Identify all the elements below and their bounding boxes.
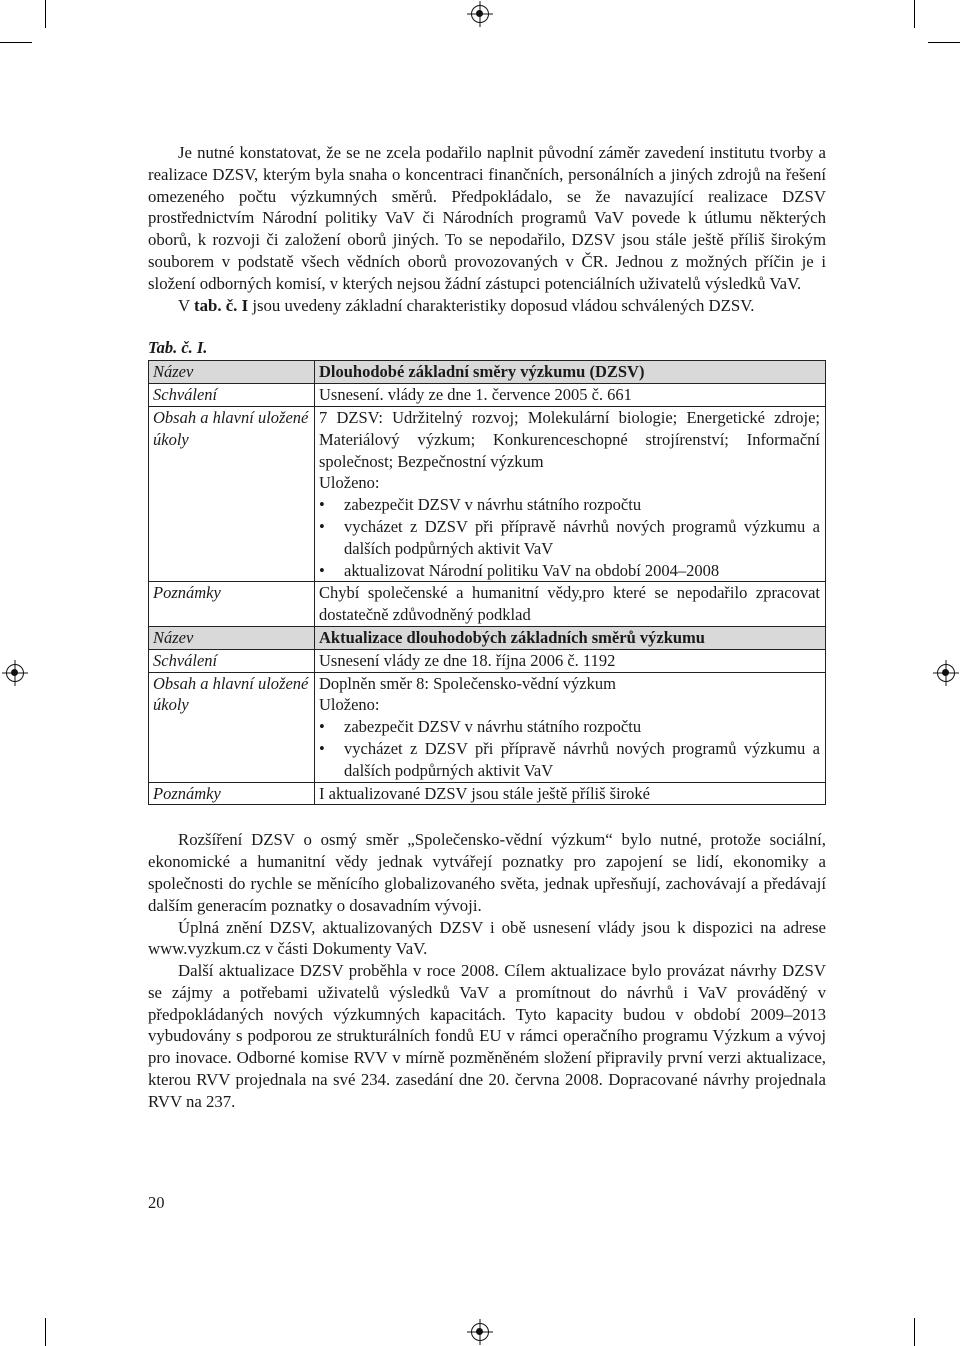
approval-value: Usnesení vlády ze dne 18. října 2006 č. 1192 (315, 649, 826, 672)
table-reference-lead: V (178, 295, 190, 315)
task-list (319, 716, 820, 781)
table-caption: Tab. č. I. (148, 338, 208, 358)
crop-mark-top-left-h (0, 42, 32, 43)
intro-paragraph: Je nutné konstatovat, že se ne zcela podařilo naplnit původní záměr zavedení institutu tvorby a realizace DZSV, kterým byla snaha o koncentraci finančních, personálních a jiných zdrojů na řešení omezeného počtu výzkumných směrů. Předpokládalo, se že navazující realizace DZSV prostřednictvím Národní politiky VaV či Národních programů VaV povede k útlumu některých oborů, k rozvoji či založení oborů jiných. To se nepodařilo, DZSV jsou stále ještě příliš širokým souborem v podstatě všech vědních oborů provozovaných v ČR. Jednou z možných příčin je i složení odborných komisí, v kterých nejsou žádní zástupci potenciálních uživatelů výsledků VaV. (148, 143, 826, 293)
list-item: • vycházet z DZSV při přípravě návrhů nových programů výzkumu a dalších podpůrných aktivit VaV (319, 516, 820, 560)
content-cell (315, 406, 826, 581)
registration-mark-bottom-icon (471, 1323, 489, 1341)
page-content (148, 142, 826, 1113)
closing-section (148, 829, 826, 1112)
crop-mark-bottom-right-v (914, 1318, 915, 1346)
body-paragraph: Další aktualizace DZSV proběhla v roce 2008. Cílem aktualizace bylo provázat návrhy DZSV se zájmy a potřebami uživatelů výsledků VaV a promítnout do návrhů i VaV prováděný v předpokládaných nových výzkumných kapacitách. Tyto kapacity budou v období 2009–2013 vybudovány s podporou ze strukturálních fondů EU v rámci operačního programu Výzkum a vývoj pro inovace. Odborné komise RVV v mírně pozměněném složení připravily první verzi aktualizace, kterou RVV projednala na své 234. zasedání dne 20. června 2008. Dopracované návrhy projednala RVV na 237. (148, 961, 826, 1111)
content-label: Obsah a hlavní uložené úkoly (149, 406, 315, 581)
body-paragraph: Úplná znění DZSV, aktualizovaných DZSV i obě usnesení vlády jsou k dispozici na adrese www.vyzkum.cz v části Dokumenty VaV. (148, 917, 826, 959)
table-row (149, 626, 826, 649)
table-row (149, 649, 826, 672)
registration-mark-top-icon (471, 5, 489, 23)
name-label: Název (149, 361, 315, 384)
notes-label: Poznámky (149, 782, 315, 805)
stored-label: Uloženo: (319, 695, 380, 715)
stored-label: Uloženo: (319, 473, 380, 493)
list-item: • vycházet z DZSV při přípravě návrhů nových programů výzkumu a dalších podpůrných aktivit VaV (319, 738, 820, 782)
name-value: Dlouhodobé základní směry výzkumu (DZSV) (315, 361, 826, 384)
content-cell (315, 672, 826, 782)
crop-mark-top-right-v (914, 0, 915, 28)
name-label: Název (149, 626, 315, 649)
dzsv-table (148, 360, 826, 805)
table-reference: tab. č. I (194, 295, 249, 315)
table-row (149, 672, 826, 782)
registration-mark-right-icon (937, 664, 955, 682)
list-item: • aktualizovat Národní politiku VaV na období 2004–2008 (319, 560, 820, 582)
table-row (149, 582, 826, 627)
approval-label: Schválení (149, 384, 315, 407)
content-text: 7 DZSV: Udržitelný rozvoj; Molekulární biologie; Energetické zdroje; Materiálový výzkum; Konkurenceschopné strojírenství; Informační společnost; Bezpečnostní výzkum (319, 407, 820, 471)
page-number: 20 (148, 1193, 165, 1212)
table-row (149, 384, 826, 407)
notes-value: Chybí společenské a humanitní vědy,pro které se nepodařilo zpracovat dostatečně zdůvodněný podklad (315, 582, 826, 627)
crop-mark-top-right-h (928, 42, 960, 43)
name-value: Aktualizace dlouhodobých základních směrů výzkumu (315, 626, 826, 649)
table-reference-text: jsou uvedeny základní charakteristiky doposud vládou schválených DZSV. (252, 295, 755, 315)
table-row (149, 782, 826, 805)
body-paragraph: Rozšíření DZSV o osmý směr „Společensko-vědní výzkum“ bylo nutné, protože sociální, ekonomické a humanitní vědy jednak vytvářejí poznatky pro zapojení se lidí, ekonomiky a společnosti do rychle se měnícího globalizovaného světa, jednak upřesňují, zachovávají a předávají dalším generacím poznatky o dosavadním vývoji. (148, 830, 826, 915)
content-label: Obsah a hlavní uložené úkoly (149, 672, 315, 782)
table-row (149, 361, 826, 384)
approval-label: Schválení (149, 649, 315, 672)
table-reference-paragraph (148, 295, 826, 317)
list-item: • zabezpečit DZSV v návrhu státního rozpočtu (319, 494, 820, 516)
crop-mark-bottom-left-v (45, 1318, 46, 1346)
task-list (319, 494, 820, 581)
content-text: Doplněn směr 8: Společensko-vědní výzkum (319, 673, 616, 693)
approval-value: Usnesení. vlády ze dne 1. července 2005 č. 661 (315, 384, 826, 407)
notes-label: Poznámky (149, 582, 315, 627)
registration-mark-left-icon (6, 664, 24, 682)
list-item: • zabezpečit DZSV v návrhu státního rozpočtu (319, 716, 820, 738)
crop-mark-top-left-v (45, 0, 46, 28)
table-row (149, 406, 826, 581)
notes-value: I aktualizované DZSV jsou stále ještě příliš široké (315, 782, 826, 805)
